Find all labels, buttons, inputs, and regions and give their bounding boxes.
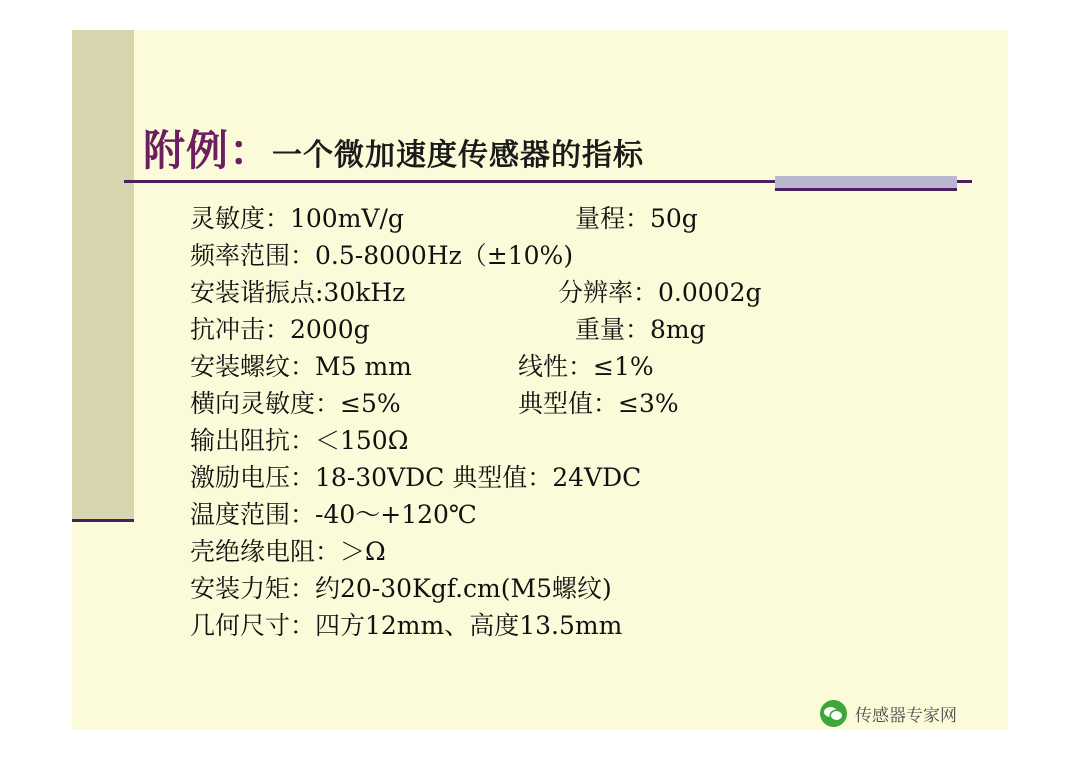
left-decorative-band [72, 30, 134, 519]
spec-list [190, 200, 980, 644]
spec-label-value: 几何尺寸：四方12mm、高度13.5mm [190, 611, 623, 640]
slide-title [143, 118, 973, 178]
spec-row [190, 570, 980, 607]
title-accent-bar [775, 176, 957, 191]
spec-label-value: 安装螺纹：M5 mm [190, 352, 412, 381]
spec-row [190, 533, 980, 570]
wechat-icon [820, 700, 847, 727]
title-main-text: 附例： [143, 126, 273, 175]
spec-row [190, 496, 980, 533]
spec-label-value: 频率范围：0.5-8000Hz（±10%) [190, 241, 574, 270]
spec-label-value: 横向灵敏度：≤5% [190, 389, 401, 418]
spec-label-value-secondary: 典型值：≤3% [518, 389, 679, 418]
spec-row [190, 200, 980, 237]
spec-row [190, 274, 980, 311]
spec-row [190, 459, 980, 496]
spec-label-value: 抗冲击：2000g [190, 315, 370, 344]
spec-label-value: 温度范围：-40～+120℃ [190, 500, 477, 529]
watermark-text: 传感器专家网 [855, 706, 957, 726]
spec-label-value-secondary: 量程：50g [575, 204, 698, 233]
spec-label-value-secondary: 重量：8mg [575, 315, 706, 344]
watermark [820, 700, 957, 727]
spec-label-value: 壳绝缘电阻：＞Ω [190, 537, 386, 566]
spec-label-value: 安装谐振点:30kHz [190, 278, 406, 307]
spec-row [190, 311, 980, 348]
spec-label-value: 灵敏度：100mV/g [190, 204, 404, 233]
spec-label-value: 安装力矩：约20-30Kgf.cm(M5螺纹) [190, 574, 612, 603]
spec-row [190, 607, 980, 644]
spec-row [190, 237, 980, 274]
spec-row [190, 348, 980, 385]
left-band-rule [72, 519, 134, 522]
title-sub-text: 一个微加速度传感器的指标 [272, 138, 645, 173]
spec-label-value-secondary: 分辨率：0.0002g [558, 278, 762, 307]
spec-label-value-secondary: 线性：≤1% [518, 352, 654, 381]
spec-label-value: 输出阻抗：＜150Ω [190, 426, 409, 455]
spec-label-value: 激励电压：18-30VDC 典型值：24VDC [190, 463, 642, 492]
spec-row [190, 422, 980, 459]
spec-row [190, 385, 980, 422]
